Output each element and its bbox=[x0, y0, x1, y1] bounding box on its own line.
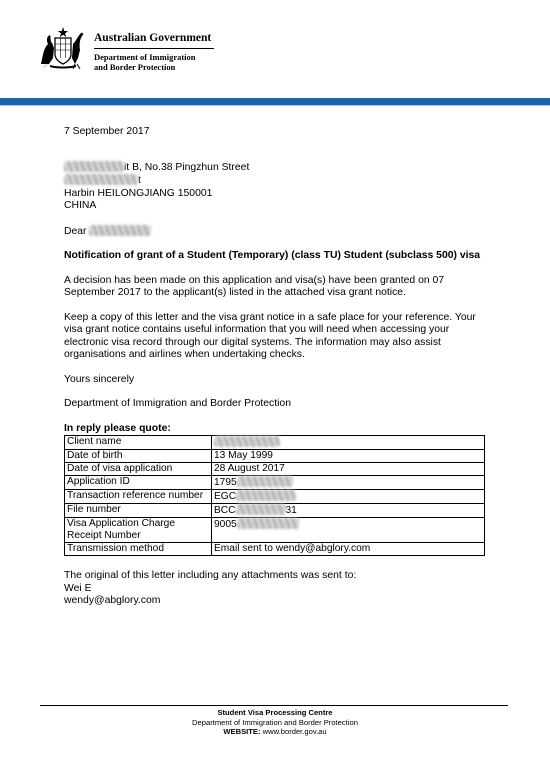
salutation: Dear bbox=[64, 225, 87, 237]
redacted-area bbox=[64, 174, 138, 185]
sent-to-intro: The original of this letter including any attachments was sent to: bbox=[64, 570, 357, 581]
letter-subject: Notification of grant of a Student (Temporary) (class TU) Student (subclass 500) visa bbox=[64, 250, 481, 261]
header-accent-line bbox=[0, 105, 550, 106]
sent-to-email: wendy@abglory.com bbox=[64, 595, 161, 606]
redacted-area bbox=[237, 518, 299, 529]
redacted-area bbox=[236, 504, 286, 515]
row-value bbox=[212, 436, 485, 450]
row-label: Date of visa application bbox=[65, 463, 212, 476]
row-label: Client name bbox=[65, 436, 212, 450]
row-label: Transaction reference number bbox=[65, 490, 212, 504]
header-accent-bar bbox=[0, 98, 550, 105]
redacted-area bbox=[89, 225, 151, 236]
department-name: Department of Immigration and Border Protection bbox=[94, 52, 196, 72]
government-title: Australian Government bbox=[94, 32, 214, 49]
footer-website: www.border.gov.au bbox=[262, 727, 327, 736]
row-value: 28 August 2017 bbox=[212, 463, 485, 476]
row-value: EGC bbox=[212, 490, 485, 504]
table-row bbox=[65, 463, 485, 476]
coat-of-arms-icon bbox=[38, 24, 88, 70]
address-line-4: CHINA bbox=[64, 200, 97, 211]
signoff: Department of Immigration and Border Protection bbox=[64, 398, 291, 409]
table-row bbox=[65, 543, 485, 556]
redacted-area bbox=[237, 476, 293, 487]
row-label: File number bbox=[65, 504, 212, 518]
row-label: Date of birth bbox=[65, 450, 212, 463]
row-value: 1795 bbox=[212, 476, 485, 490]
table-row bbox=[65, 436, 485, 450]
footer bbox=[0, 708, 550, 737]
recipient-address bbox=[64, 161, 494, 213]
redacted-area bbox=[214, 436, 280, 447]
footer-dept: Department of Immigration and Border Protection bbox=[192, 717, 358, 727]
row-value: BCC 31 bbox=[212, 504, 485, 518]
row-value: 13 May 1999 bbox=[212, 450, 485, 463]
table-row bbox=[65, 504, 485, 518]
address-line-1: it B, No.38 Pingzhun Street bbox=[124, 161, 250, 173]
reference-table bbox=[64, 435, 485, 556]
closing: Yours sincerely bbox=[64, 373, 135, 385]
letterhead bbox=[38, 24, 214, 82]
row-value: Email sent to wendy@abglory.com bbox=[212, 543, 485, 556]
footer-website-line: WEBSITE: www.border.gov.au bbox=[223, 727, 327, 736]
address-line-3: Harbin HEILONGJIANG 150001 bbox=[64, 187, 213, 199]
quote-title: In reply please quote: bbox=[64, 422, 171, 434]
table-row bbox=[65, 518, 485, 543]
footer-divider bbox=[40, 705, 508, 706]
row-label: Transmission method bbox=[65, 543, 212, 556]
sent-to-name: Wei E bbox=[64, 582, 92, 594]
letter-date: 7 September 2017 bbox=[64, 126, 150, 137]
footer-centre: Student Visa Processing Centre bbox=[217, 708, 333, 717]
row-value: 9005 bbox=[212, 518, 485, 543]
sent-to-block bbox=[64, 570, 494, 608]
letter-body bbox=[64, 126, 494, 608]
row-label: Visa Application Charge Receipt Number bbox=[65, 518, 212, 543]
table-row bbox=[65, 476, 485, 490]
paragraph-decision: A decision has been made on this application and visa(s) have been granted on 07 September 2017 to the applicant(s) listed in the attached visa grant notice. bbox=[64, 274, 445, 298]
table-row bbox=[65, 450, 485, 463]
redacted-area bbox=[236, 490, 296, 501]
salutation-line bbox=[64, 225, 494, 239]
redacted-area bbox=[64, 161, 124, 172]
table-row bbox=[65, 490, 485, 504]
paragraph-keep-copy: Keep a copy of this letter and the visa grant notice in a safe place for your reference. Your visa grant notice contains useful information that you will need when accessing your electronic visa record through our digital systems. The information may also assist organisations and airlines when undertaking checks. bbox=[64, 311, 476, 360]
row-label: Application ID bbox=[65, 476, 212, 490]
address-line-2: t bbox=[138, 175, 141, 186]
